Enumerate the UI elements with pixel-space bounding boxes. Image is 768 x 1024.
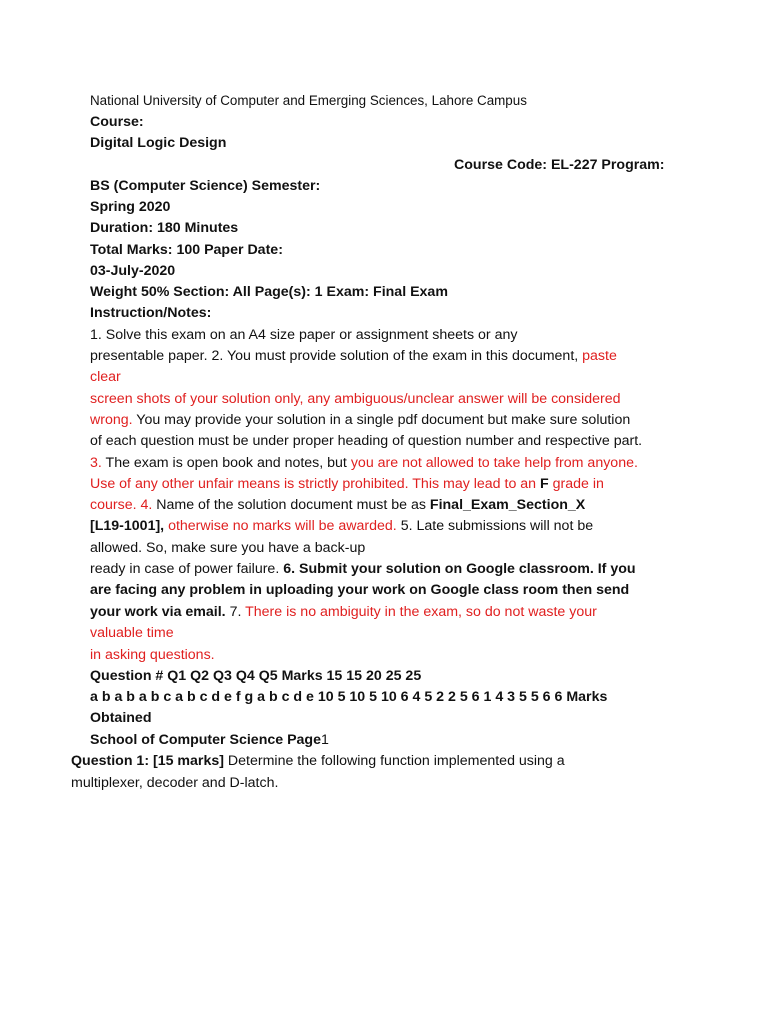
instruction-line-2 (90, 346, 617, 366)
instruction-2-red: paste (578, 348, 617, 364)
grade-in-text: grade in (548, 476, 604, 492)
power-failure-text: ready in case of power failure. (90, 561, 280, 577)
instruction-line-16: in asking questions. (90, 647, 215, 663)
question-1-text: Determine the following function implemented using a (223, 753, 565, 769)
f-grade: F (536, 476, 549, 492)
marks-table-row-2: a b a b a b c a b c d e f g a b c d e 10 5 10 5 10 6 4 5 2 2 5 6 1 4 3 5 5 6 6 Marks (90, 689, 608, 705)
wrong-text: wrong. (90, 412, 133, 428)
instruction-line-11: allowed. So, make sure you have a back-up (90, 540, 366, 556)
filename-example: [L19-1001], (90, 518, 165, 534)
program-line: BS (Computer Science) Semester: (90, 178, 321, 194)
instruction-line-13: are facing any problem in uploading your work on Google class room then send (90, 582, 630, 598)
page-footer (90, 730, 329, 750)
instruction-line-9 (90, 495, 585, 515)
instruction-3-red: you are not allowed to take help from anyone. (346, 455, 638, 471)
instruction-line-12 (90, 559, 636, 579)
instruction-4-number: 4. (136, 497, 153, 513)
page-number: 1 (321, 732, 329, 748)
instruction-line-10 (90, 516, 593, 536)
instruction-6-bold: 6. Submit your solution on Google classroom. If you (279, 561, 636, 577)
instruction-5-start: 5. Late submissions will not be (396, 518, 594, 534)
filename-format: Final_Exam_Section_X (425, 497, 586, 513)
question-1-line-2: multiplexer, decoder and D-latch. (71, 775, 279, 791)
marks-table-row-3: Obtained (90, 710, 152, 726)
instruction-line-8 (90, 474, 604, 494)
instruction-line-5 (90, 410, 630, 430)
instruction-line-7 (90, 453, 638, 473)
instruction-line-15: valuable time (90, 625, 174, 641)
instruction-line-3: clear (90, 369, 121, 385)
duration: Duration: 180 Minutes (90, 220, 239, 236)
instruction-5-text: You may provide your solution in a single pdf document but make sure solution (132, 412, 631, 428)
course-name: Digital Logic Design (90, 135, 227, 151)
instruction-7-red: There is no ambiguity in the exam, so do not waste your (241, 604, 597, 620)
marks-date-line: Total Marks: 100 Paper Date: (90, 242, 283, 258)
course-label: Course: (90, 114, 144, 130)
university-name: National University of Computer and Emerging Sciences, Lahore Campus (90, 93, 527, 108)
instruction-line-4: screen shots of your solution only, any ambiguous/unclear answer will be considered (90, 391, 621, 407)
semester: Spring 2020 (90, 199, 171, 215)
no-marks-warning: otherwise no marks will be awarded. (164, 518, 397, 534)
unfair-means-text: Use of any other unfair means is strictly prohibited. This may lead to an (90, 476, 537, 492)
instruction-4-text: Name of the solution document must be as (152, 497, 426, 513)
instruction-line-1: 1. Solve this exam on an A4 size paper or assignment sheets or any (90, 327, 518, 343)
instruction-3-number: 3. (90, 455, 102, 471)
marks-table-row-1: Question # Q1 Q2 Q3 Q4 Q5 Marks 15 15 20 25 25 (90, 668, 422, 684)
instructions-label: Instruction/Notes: (90, 305, 212, 321)
course-code-line: Course Code: EL-227 Program: (454, 157, 665, 173)
instruction-2-text: presentable paper. 2. You must provide solution of the exam in this document, (90, 348, 579, 364)
instruction-3-text: The exam is open book and notes, but (101, 455, 347, 471)
instruction-line-6: of each question must be under proper heading of question number and respective part. (90, 433, 643, 449)
weight-line: Weight 50% Section: All Page(s): 1 Exam: Final Exam (90, 284, 448, 300)
paper-date: 03-July-2020 (90, 263, 176, 279)
instruction-line-14 (90, 602, 597, 622)
question-1-label: Question 1: [15 marks] (71, 753, 224, 769)
course-red: course. (90, 497, 137, 513)
instruction-7-number: 7. (225, 604, 242, 620)
school-name: School of Computer Science Page (90, 732, 321, 748)
question-1-line-1 (71, 751, 565, 771)
via-email-text: your work via email. (90, 604, 226, 620)
